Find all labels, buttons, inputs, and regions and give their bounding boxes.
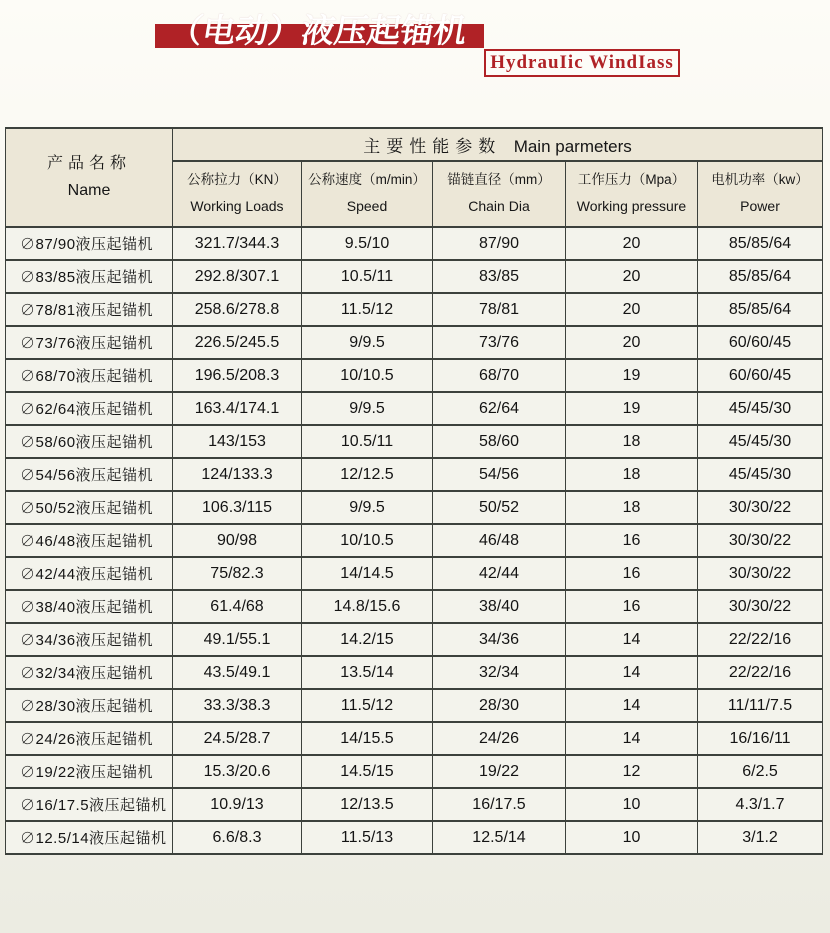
chain-dia-cell: 32/34: [433, 656, 566, 689]
speed-cell: 14.2/15: [302, 623, 433, 656]
power-cell: 60/60/45: [698, 326, 823, 359]
col-en-label: Working Loads: [190, 198, 284, 215]
working-loads-cell: 10.9/13: [173, 788, 302, 821]
speed-cell: 14.5/15: [302, 755, 433, 788]
working-pressure-cell: 16: [566, 524, 698, 557]
table-row: [6, 821, 823, 854]
chain-dia-cell: 87/90: [433, 227, 566, 260]
col-en-label: Chain Dia: [468, 198, 530, 215]
product-name-cell: ∅73/76液压起锚机: [6, 326, 173, 359]
column-header-working-pressure: [566, 161, 698, 227]
working-loads-cell: 33.3/38.3: [173, 689, 302, 722]
chain-dia-cell: 58/60: [433, 425, 566, 458]
chain-dia-cell: 16/17.5: [433, 788, 566, 821]
working-loads-cell: 15.3/20.6: [173, 755, 302, 788]
power-cell: 30/30/22: [698, 557, 823, 590]
col-en-label: Power: [740, 198, 780, 215]
product-name-cell: ∅16/17.5液压起锚机: [6, 788, 173, 821]
working-pressure-cell: 12: [566, 755, 698, 788]
power-cell: 6/2.5: [698, 755, 823, 788]
main-header-cn: 主要性能参数: [363, 137, 502, 156]
column-header-speed: [302, 161, 433, 227]
table-row: [6, 722, 823, 755]
product-name-cell: ∅38/40液压起锚机: [6, 590, 173, 623]
column-header-working-loads: [173, 161, 302, 227]
chain-dia-cell: 46/48: [433, 524, 566, 557]
product-name-cell: ∅42/44液压起锚机: [6, 557, 173, 590]
col-en-label: Speed: [346, 198, 388, 215]
power-cell: 85/85/64: [698, 227, 823, 260]
table-row: [6, 689, 823, 722]
main-parameters-header: [173, 128, 823, 161]
table-row: [6, 392, 823, 425]
working-loads-cell: 75/82.3: [173, 557, 302, 590]
column-header-chain-dia: [433, 161, 566, 227]
working-loads-cell: 258.6/278.8: [173, 293, 302, 326]
working-pressure-cell: 18: [566, 458, 698, 491]
working-pressure-cell: 18: [566, 491, 698, 524]
chain-dia-cell: 54/56: [433, 458, 566, 491]
working-loads-cell: 106.3/115: [173, 491, 302, 524]
working-pressure-cell: 20: [566, 260, 698, 293]
power-cell: 30/30/22: [698, 590, 823, 623]
working-loads-cell: 43.5/49.1: [173, 656, 302, 689]
power-cell: 85/85/64: [698, 293, 823, 326]
col-cn-label: 公称拉力（KN）: [187, 172, 287, 188]
power-cell: 16/16/11: [698, 722, 823, 755]
product-name-cell: ∅54/56液压起锚机: [6, 458, 173, 491]
product-name-cell: ∅83/85液压起锚机: [6, 260, 173, 293]
power-cell: 45/45/30: [698, 425, 823, 458]
chain-dia-cell: 62/64: [433, 392, 566, 425]
working-pressure-cell: 16: [566, 557, 698, 590]
table-row: [6, 755, 823, 788]
name-header-cn: 产品名称: [46, 155, 131, 173]
power-cell: 45/45/30: [698, 458, 823, 491]
table-row: [6, 788, 823, 821]
speed-cell: 10/10.5: [302, 359, 433, 392]
name-header-en: Name: [67, 182, 111, 199]
table-row: [6, 293, 823, 326]
table-row: [6, 557, 823, 590]
product-name-cell: ∅32/34液压起锚机: [6, 656, 173, 689]
chain-dia-cell: 42/44: [433, 557, 566, 590]
spec-table: [5, 127, 823, 855]
col-cn-label: 工作压力（Mpa）: [577, 172, 686, 188]
table-row: [6, 260, 823, 293]
table-row: [6, 458, 823, 491]
working-pressure-cell: 20: [566, 326, 698, 359]
working-pressure-cell: 14: [566, 623, 698, 656]
page-title: （电动）液压起锚机: [166, 12, 470, 49]
chain-dia-cell: 68/70: [433, 359, 566, 392]
table-row: [6, 326, 823, 359]
speed-cell: 10.5/11: [302, 425, 433, 458]
speed-cell: 14/14.5: [302, 557, 433, 590]
speed-cell: 9.5/10: [302, 227, 433, 260]
working-pressure-cell: 20: [566, 293, 698, 326]
power-cell: 22/22/16: [698, 623, 823, 656]
working-pressure-cell: 19: [566, 359, 698, 392]
power-cell: 22/22/16: [698, 656, 823, 689]
table-row: [6, 656, 823, 689]
table-row: [6, 491, 823, 524]
product-name-cell: ∅68/70液压起锚机: [6, 359, 173, 392]
working-pressure-cell: 20: [566, 227, 698, 260]
working-loads-cell: 163.4/174.1: [173, 392, 302, 425]
speed-cell: 9/9.5: [302, 491, 433, 524]
working-loads-cell: 196.5/208.3: [173, 359, 302, 392]
working-loads-cell: 61.4/68: [173, 590, 302, 623]
chain-dia-cell: 34/36: [433, 623, 566, 656]
product-name-cell: ∅58/60液压起锚机: [6, 425, 173, 458]
product-name-cell: ∅28/30液压起锚机: [6, 689, 173, 722]
product-name-cell: ∅12.5/14液压起锚机: [6, 821, 173, 854]
working-pressure-cell: 14: [566, 689, 698, 722]
power-cell: 85/85/64: [698, 260, 823, 293]
speed-cell: 9/9.5: [302, 326, 433, 359]
working-loads-cell: 49.1/55.1: [173, 623, 302, 656]
power-cell: 11/11/7.5: [698, 689, 823, 722]
chain-dia-cell: 83/85: [433, 260, 566, 293]
table-row: [6, 425, 823, 458]
speed-cell: 14.8/15.6: [302, 590, 433, 623]
col-cn-label: 电机功率（kw）: [711, 172, 809, 188]
product-name-cell: ∅78/81液压起锚机: [6, 293, 173, 326]
working-pressure-cell: 14: [566, 722, 698, 755]
column-header-power: [698, 161, 823, 227]
power-cell: 4.3/1.7: [698, 788, 823, 821]
speed-cell: 14/15.5: [302, 722, 433, 755]
power-cell: 3/1.2: [698, 821, 823, 854]
subtitle-text: HydrauIic WindIass: [490, 52, 674, 73]
working-pressure-cell: 14: [566, 656, 698, 689]
speed-cell: 13.5/14: [302, 656, 433, 689]
col-cn-label: 公称速度（m/min）: [308, 172, 426, 188]
chain-dia-cell: 28/30: [433, 689, 566, 722]
speed-cell: 11.5/13: [302, 821, 433, 854]
table-row: [6, 524, 823, 557]
chain-dia-cell: 73/76: [433, 326, 566, 359]
working-loads-cell: 90/98: [173, 524, 302, 557]
product-name-cell: ∅24/26液压起锚机: [6, 722, 173, 755]
table-row: [6, 359, 823, 392]
working-pressure-cell: 10: [566, 821, 698, 854]
table-body: [6, 227, 823, 854]
chain-dia-cell: 50/52: [433, 491, 566, 524]
main-header-en: Main parmeters: [513, 137, 632, 156]
speed-cell: 10.5/11: [302, 260, 433, 293]
product-name-cell: ∅46/48液压起锚机: [6, 524, 173, 557]
column-header-name: [6, 128, 173, 227]
col-en-label: Working pressure: [576, 198, 687, 215]
working-pressure-cell: 19: [566, 392, 698, 425]
working-loads-cell: 226.5/245.5: [173, 326, 302, 359]
product-name-cell: ∅19/22液压起锚机: [6, 755, 173, 788]
speed-cell: 11.5/12: [302, 293, 433, 326]
subtitle-box: [484, 49, 680, 77]
working-loads-cell: 321.7/344.3: [173, 227, 302, 260]
table-row: [6, 227, 823, 260]
power-cell: 60/60/45: [698, 359, 823, 392]
col-cn-label: 锚链直径（mm）: [447, 172, 551, 188]
power-cell: 45/45/30: [698, 392, 823, 425]
chain-dia-cell: 12.5/14: [433, 821, 566, 854]
speed-cell: 9/9.5: [302, 392, 433, 425]
working-loads-cell: 124/133.3: [173, 458, 302, 491]
speed-cell: 11.5/12: [302, 689, 433, 722]
power-cell: 30/30/22: [698, 491, 823, 524]
working-pressure-cell: 10: [566, 788, 698, 821]
working-loads-cell: 292.8/307.1: [173, 260, 302, 293]
product-name-cell: ∅62/64液压起锚机: [6, 392, 173, 425]
chain-dia-cell: 78/81: [433, 293, 566, 326]
chain-dia-cell: 19/22: [433, 755, 566, 788]
working-loads-cell: 6.6/8.3: [173, 821, 302, 854]
speed-cell: 12/12.5: [302, 458, 433, 491]
table-header: [6, 128, 823, 227]
table-row: [6, 590, 823, 623]
working-loads-cell: 143/153: [173, 425, 302, 458]
chain-dia-cell: 24/26: [433, 722, 566, 755]
chain-dia-cell: 38/40: [433, 590, 566, 623]
speed-cell: 10/10.5: [302, 524, 433, 557]
working-pressure-cell: 16: [566, 590, 698, 623]
product-name-cell: ∅34/36液压起锚机: [6, 623, 173, 656]
product-name-cell: ∅50/52液压起锚机: [6, 491, 173, 524]
table-row: [6, 623, 823, 656]
power-cell: 30/30/22: [698, 524, 823, 557]
product-name-cell: ∅87/90液压起锚机: [6, 227, 173, 260]
working-pressure-cell: 18: [566, 425, 698, 458]
working-loads-cell: 24.5/28.7: [173, 722, 302, 755]
speed-cell: 12/13.5: [302, 788, 433, 821]
